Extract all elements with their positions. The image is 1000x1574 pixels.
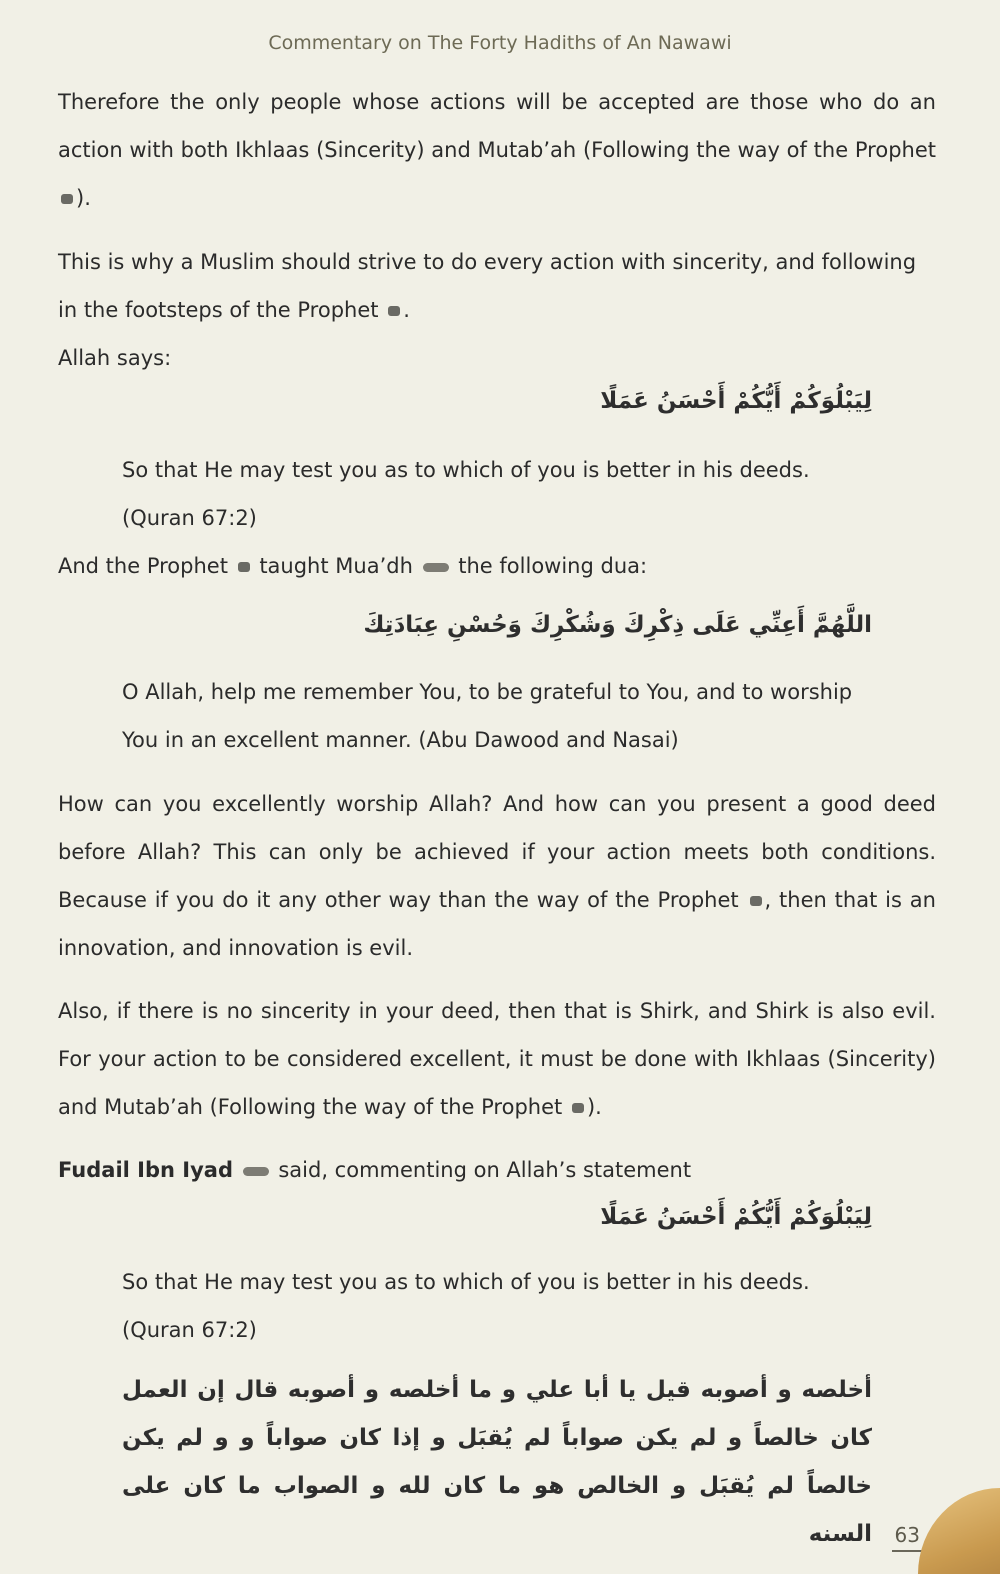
fudail-name: Fudail Ibn Iyad <box>58 1158 233 1182</box>
paragraph-6: Also, if there is no sincerity in your deed, then that is Shirk, and Shirk is also evil. For your action to be considered excellent, it must be done with Ikhlaas (Sincerity) and Mutab’ah (Following the way of the Prophet ). <box>58 999 936 1119</box>
paragraph-1: Therefore the only people whose actions will be accepted are those who do an action with both Ikhlaas (Sincerity) and Mutab’ah (Following the way of the Prophet ). <box>58 90 936 210</box>
paragraph-5: How can you excellently worship Allah? And how can you present a good deed before Allah? This can only be achieved if your action meets both conditions. Because if you do it any other way than the way of the Prophet , then that is an innovation, and innovation is evil. <box>58 792 936 960</box>
translation-quote-3: So that He may test you as to which of you is better in his deeds. (Quran 67:2) <box>122 1270 810 1342</box>
salawat-icon <box>750 896 762 906</box>
salawat-icon <box>61 194 73 204</box>
radiallahu-anhu-icon <box>423 563 449 572</box>
arabic-verse-1: لِيَبْلُوَكُمْ أَيُّكُمْ أَحْسَنُ عَمَلًا <box>600 388 872 414</box>
paragraph-2: This is why a Muslim should strive to do every action with sincerity, and following in the footsteps of the Prophet . <box>58 250 917 322</box>
translation-quote-2: O Allah, help me remember You, to be grateful to You, and to worship You in an excellent manner. (Abu Dawood and Nasai) <box>122 680 853 752</box>
paragraph-4: And the Prophet taught Mua’dh the following dua: <box>58 554 648 578</box>
salawat-icon <box>388 306 400 316</box>
running-header: Commentary on The Forty Hadiths of An Nawawi <box>268 32 732 54</box>
salawat-icon <box>572 1103 584 1113</box>
translation-quote-1: So that He may test you as to which of you is better in his deeds. (Quran 67:2) <box>122 458 810 530</box>
arabic-verse-2: لِيَبْلُوَكُمْ أَيُّكُمْ أَحْسَنُ عَمَلًا <box>600 1204 872 1230</box>
paragraph-7: Fudail Ibn Iyad said, commenting on Allah’s statement <box>58 1158 692 1182</box>
paragraph-3: Allah says: <box>58 346 172 370</box>
arabic-fudail-quote: أخلصه و أصوبه قيل يا أبا علي و ما أخلصه و أصوبه قال إن العمل كان خالصاً و لم يكن صواباً لم يُقبَل و إذا كان صواباً و و لم يكن خالصاً لم يُقبَل و الخالص هو ما كان لله و الصواب ما كان على السنه <box>122 1377 872 1547</box>
corner-tab-decoration <box>918 1488 1000 1574</box>
rahimahullah-icon <box>243 1167 269 1176</box>
page-number: 63 <box>894 1523 920 1547</box>
arabic-dua: اللَّهُمَّ أَعِنِّي عَلَى ذِكْرِكَ وَشُكْرِكَ وَحُسْنِ عِبَادَتِكَ <box>363 612 872 638</box>
salawat-icon <box>238 562 250 572</box>
